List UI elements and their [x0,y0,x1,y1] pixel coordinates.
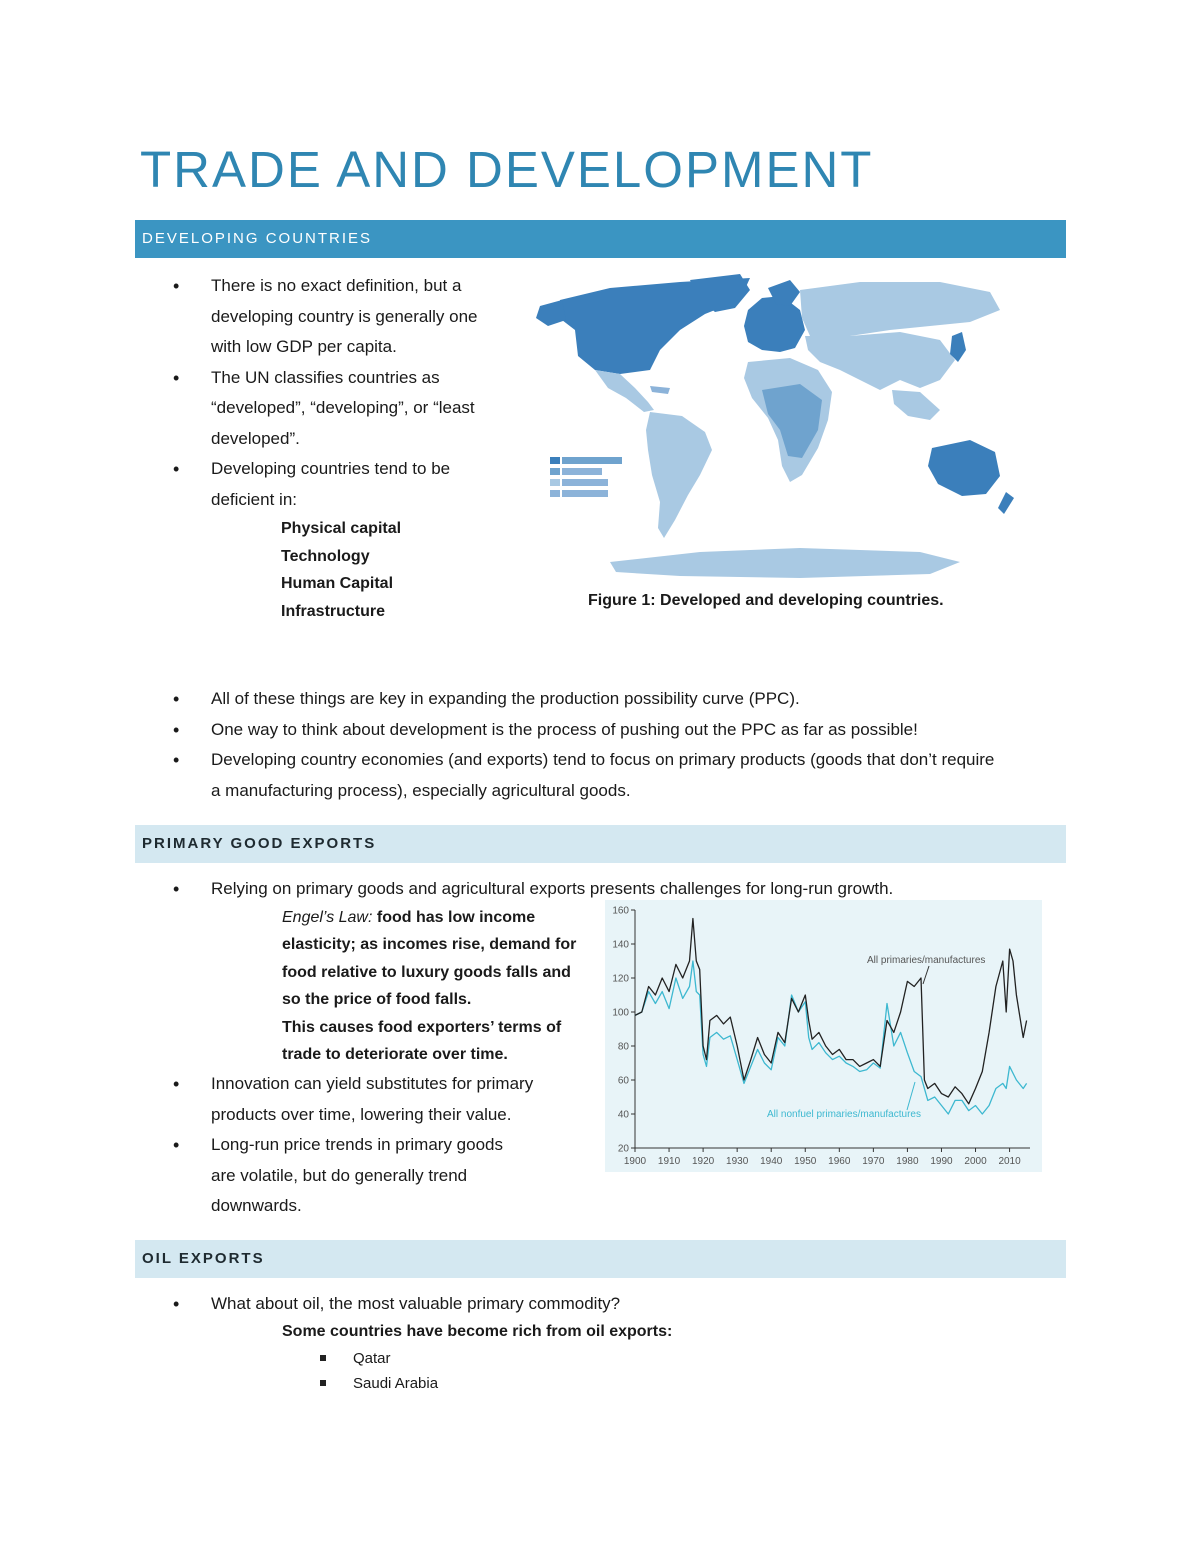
y-tick-label-120: 120 [612,973,629,985]
x-tick-label-1900: 1900 [623,1156,647,1167]
oil-country-saudi-arabia: Saudi Arabia [318,1371,438,1396]
world-map [500,270,1020,590]
bullet-challenges: • Relying on primary goods and agricultural exports presents challenges for long-run growth. [135,874,1066,905]
legend-label-bar-3 [562,479,608,486]
chart-background [605,900,1042,1172]
x-tick-label-1970: 1970 [862,1156,885,1167]
bullet-definition: • There is no exact definition, but a developing country is generally one with low GDP per capita. [135,271,505,363]
x-tick-label-1950: 1950 [794,1156,817,1167]
bullet-primary-products: • Developing country economies (and exports) tend to focus on primary products (goods that don’t require a manufacturing process), especially agricultural goods. [135,745,1066,806]
deficient-item-physical-capital: Physical capital [281,520,402,537]
figure-caption: Figure 1: Developed and developing countries. [588,592,944,609]
x-tick-label-1910: 1910 [657,1156,681,1167]
legend-label-bar-2 [562,468,602,475]
y-tick-label-20: 20 [617,1143,629,1155]
legend-swatch-2 [550,468,560,475]
y-tick-label-140: 140 [612,939,629,951]
oil-country-qatar: Qatar [318,1346,438,1371]
bullet-innovation: • Innovation can yield substitutes for primary products over time, lowering their value. [135,1069,595,1130]
y-tick-label-60: 60 [617,1075,629,1087]
developing-bullets-wide [135,684,1066,806]
section-heading-oil-exports: OIL EXPORTS [135,1240,1066,1278]
x-tick-label-1920: 1920 [691,1156,715,1167]
oil-bullets [135,1289,1066,1320]
legend-label-bar-4 [562,490,608,497]
deficient-item-human-capital: Human Capital [281,575,394,592]
x-tick-label-2000: 2000 [964,1156,987,1167]
annotation-all-primaries: All primaries/manufactures [867,955,986,966]
engels-law-text-2: This causes food exporters’ terms of trade to deteriorate over time. [282,1018,562,1064]
x-tick-label-1980: 1980 [896,1156,919,1167]
deficient-list [281,515,505,625]
bullet-un-classification: • The UN classifies countries as “developed”, “developing”, or “least developed”. [135,363,505,455]
bullet-deficient-text: Developing countries tend to be deficient in: [211,459,451,509]
section-heading-primary-good-exports: PRIMARY GOOD EXPORTS [135,825,1066,863]
y-tick-label-100: 100 [612,1007,629,1019]
oil-sub-heading: Some countries have become rich from oil exports: [282,1323,673,1340]
x-tick-label-1960: 1960 [828,1156,851,1167]
bullet-ppc-key: • All of these things are key in expanding the production possibility curve (PPC). [135,684,1066,715]
engels-law-block [282,904,592,1068]
engels-law-label: Engel’s Law: [282,909,373,926]
bullet-oil-question: • What about oil, the most valuable primary commodity? [135,1289,1066,1320]
oil-country-list [318,1346,438,1396]
developing-bullets-narrow [135,271,505,625]
y-tick-label-40: 40 [617,1109,629,1121]
bullet-deficient [135,454,505,625]
bullet-long-run: • Long-run price trends in primary goods are volatile, but do generally trend downwards. [135,1130,595,1222]
legend-label-bar-1 [562,457,622,464]
annotation-nonfuel-primaries: All nonfuel primaries/manufactures [767,1109,921,1120]
primary-bullets [135,1069,595,1222]
deficient-item-technology: Technology [281,547,370,565]
section-heading-developing-countries: DEVELOPING COUNTRIES [135,220,1066,258]
page-title: TRADE AND DEVELOPMENT [140,141,874,198]
bullet-ppc-pushing: • One way to think about development is the process of pushing out the PPC as far as possible! [135,715,1066,746]
y-tick-label-160: 160 [612,905,629,917]
deficient-item-infrastructure: Infrastructure [281,602,386,620]
y-tick-label-80: 80 [617,1041,629,1053]
x-tick-label-2010: 2010 [998,1156,1021,1167]
legend-swatch-1 [550,457,560,464]
engels-law-text: food has low income elasticity; as incomes rise, demand for food relative to luxury goods falls and so the price of food falls. [282,909,577,1009]
x-tick-label-1940: 1940 [760,1156,783,1167]
x-tick-label-1930: 1930 [726,1156,749,1167]
primary-price-chart [605,900,1042,1172]
x-tick-label-1990: 1990 [930,1156,953,1167]
legend-swatch-4 [550,490,560,497]
legend-swatch-3 [550,479,560,486]
